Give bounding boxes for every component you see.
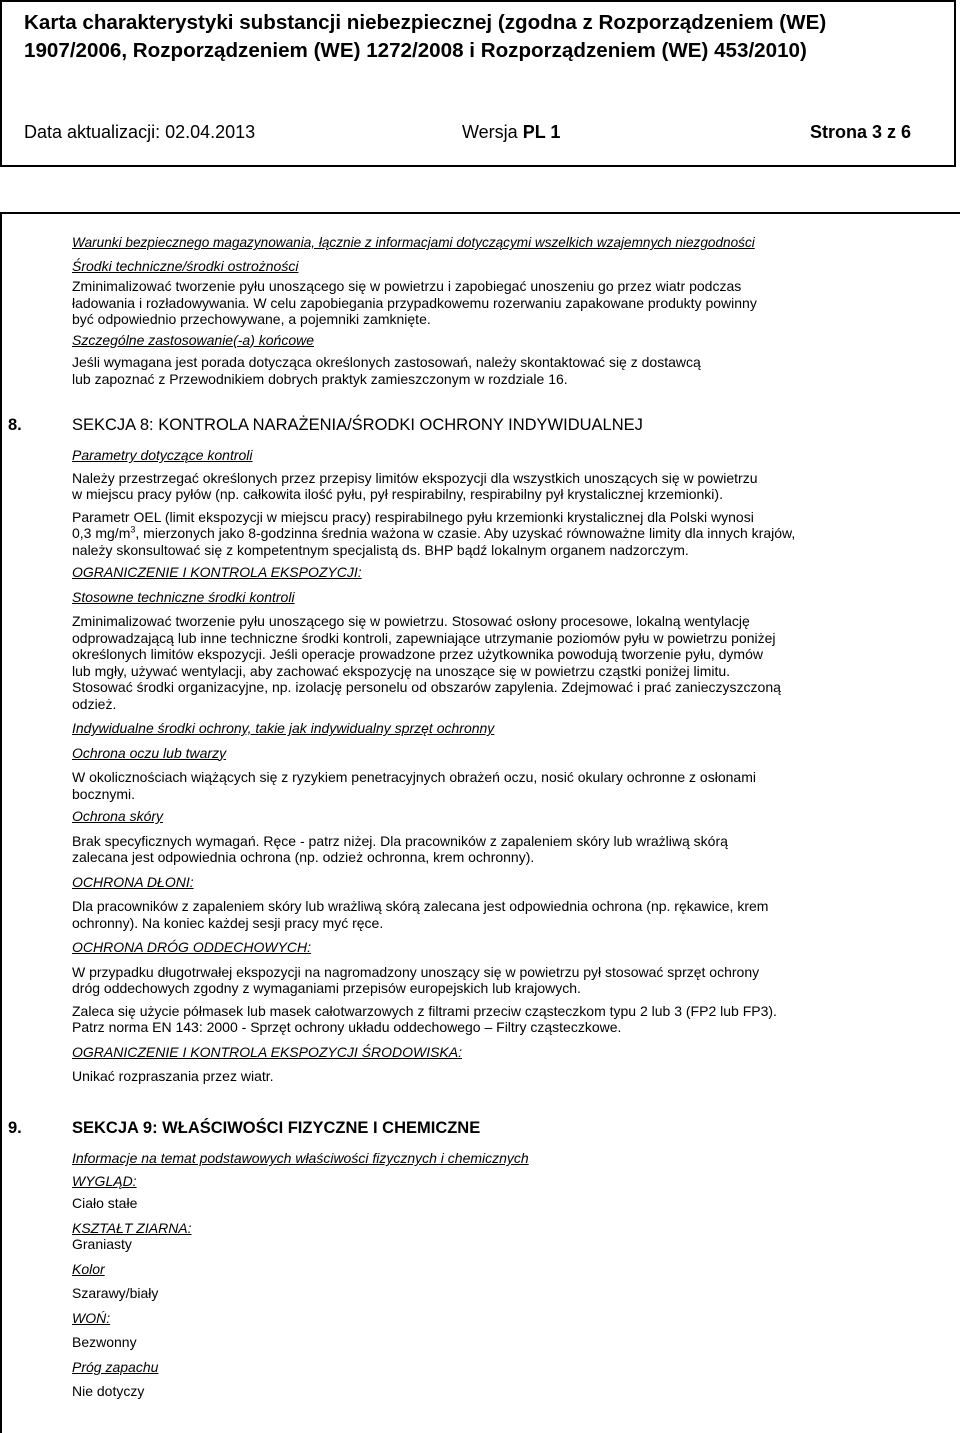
eye-heading: Ochrona oczu lub twarzy <box>72 744 227 761</box>
respiratory-line-3: Zaleca się użycie półmasek lub masek całotwarzowych z filtrami przeciw cząsteczkom typu 2 lub 3 (FP2 lub FP3). <box>72 1002 777 1019</box>
storage-text-line-3: być odpowiednio przechowywane, a pojemniki zamknięte. <box>72 311 431 327</box>
section-8-title: SEKCJA 8: KONTROLA NARAŻENIA/ŚRODKI OCHRONY INDYWIDUALNEJ <box>72 416 643 434</box>
version-label: Wersja <box>462 122 518 142</box>
engineering-line-5: Stosować środki organizacyjne, np. izolację personelu od obszarów zapylenia. Zdejmować i prać zanieczyszczoną <box>72 679 781 695</box>
params-heading: Parametry dotyczące kontroli <box>72 447 253 463</box>
hand-line-1: Dla pracowników z zapaleniem skóry lub wrażliwą skórą zalecana jest odpowiednia ochrona (np. rękawice, krem <box>72 898 769 914</box>
engineering-heading: Stosowne techniczne środki kontroli <box>72 588 295 605</box>
property-label-odor: WOŃ: <box>72 1309 111 1326</box>
section-8-number: 8. <box>8 416 22 434</box>
revision-date: Data aktualizacji: 02.04.2013 <box>24 122 256 142</box>
property-value-color: Szarawy/biały <box>72 1285 159 1301</box>
storage-heading: Warunki bezpiecznego magazynowania, łącznie z informacjami dotyczącymi wszelkich wzajemnych niezgodności <box>72 235 755 250</box>
version <box>462 122 560 143</box>
engineering-line-6: odzież. <box>72 695 117 712</box>
engineering-line-3: określonych limitów ekspozycji. Jeśli operacje prowadzone przez użytkownika powodują tworzenie pyłu, dymów <box>72 646 763 662</box>
title-line-2: 1907/2006, Rozporządzeniem (WE) 1272/2008 i Rozporządzeniem (WE) 453/2010) <box>24 39 807 62</box>
end-use-line-2: lub zapoznać z Przewodnikiem dobrych praktyk zamieszczonym w rozdziale 16. <box>72 370 568 387</box>
engineering-line-4: lub mgły, używać wentylacji, aby zachować ekspozycję na unoszące się w powietrzu cząstki poniżej limitu. <box>72 662 731 679</box>
eye-line-1: W okolicznościach wiążących się z ryzykiem penetracyjnych obrażeń oczu, nosić okulary ochronne z osłonami <box>72 769 756 785</box>
skin-line-2: zalecana jest odpowiednia ochrona (np. odzież ochronna, krem ochronny). <box>72 849 535 865</box>
oel-line-1: Parametr OEL (limit ekspozycji w miejscu pracy) respirabilnego pyłu krzemionki krystalicznej dla Polski wynosi <box>72 508 754 525</box>
storage-block <box>72 235 887 387</box>
document-title <box>24 9 954 65</box>
oel-line-2-rest: , mierzonych jako 8-godzinna średnia ważona w czasie. Aby uzyskać równoważne limity dla innych krajów, <box>135 525 796 541</box>
oel-line-2 <box>72 525 887 542</box>
section-8-content <box>72 447 887 1085</box>
storage-text-line-1: Zminimalizować tworzenie pyłu unoszącego się w powietrzu i zapobiegać unoszeniu go przez wiatr podczas <box>72 278 742 294</box>
property-value-odor: Bezwonny <box>72 1334 137 1350</box>
environment-line-1: Unikać rozpraszania przez wiatr. <box>72 1068 274 1084</box>
skin-line-1: Brak specyficznych wymagań. Ręce - patrz niżej. Dla pracowników z zapaleniem skóry lub wrażliwą skórą <box>72 832 728 849</box>
storage-text-line-2: ładowania i rozładowywania. W celu zapobiegania przypadkowemu rozerwaniu zapakowane produkty powinny <box>72 294 757 311</box>
environment-heading: OGRANICZENIE I KONTROLA EKSPOZYCJI ŚRODOWISKA: <box>72 1043 462 1060</box>
section-9-content <box>72 1150 887 1400</box>
eye-line-2: bocznymi. <box>72 785 136 802</box>
params-line-1: Należy przestrzegać określonych przez przepisy limitów ekspozycji dla wszystkich unoszących się w powietrzu <box>72 469 758 486</box>
oel-superscript: 3 <box>130 524 136 535</box>
version-value: PL 1 <box>522 122 561 142</box>
hand-heading: OCHRONA DŁONI: <box>72 873 194 890</box>
oel-value: 0,3 mg/m <box>72 525 131 541</box>
engineering-line-1: Zminimalizować tworzenie pyłu unoszącego się w powietrzu. Stosować osłony procesowe, lokalną wentylację <box>72 613 750 629</box>
respiratory-line-1: W przypadku długotrwałej ekspozycji na nagromadzony unoszący się w powietrzu pył stosować sprzęt ochrony <box>72 963 760 980</box>
property-value-odor-threshold: Nie dotyczy <box>72 1383 145 1399</box>
property-label-odor-threshold: Próg zapachu <box>72 1358 159 1375</box>
page-number: Strona 3 z 6 <box>810 122 912 142</box>
document-header <box>0 0 956 167</box>
property-label-appearance: WYGLĄD: <box>72 1172 137 1189</box>
property-label-grain-shape: KSZTAŁT ZIARNA: <box>72 1219 192 1236</box>
ppe-heading: Indywidualne środki ochrony, takie jak indywidualny sprzęt ochronny <box>72 720 495 736</box>
properties-heading: Informacje na temat podstawowych właściwości fizycznych i chemicznych <box>72 1150 529 1166</box>
storage-subheading: Środki techniczne/środki ostrożności <box>72 257 299 274</box>
exposure-heading: OGRANICZENIE I KONTROLA EKSPOZYCJI: <box>72 564 362 580</box>
section-9-number: 9. <box>8 1119 22 1137</box>
property-value-grain-shape: Graniasty <box>72 1236 132 1252</box>
property-value-appearance: Ciało stałe <box>72 1195 138 1211</box>
skin-heading: Ochrona skóry <box>72 808 164 824</box>
hand-line-2: ochronny). Na koniec każdej sesji pracy myć ręce. <box>72 914 384 931</box>
respiratory-line-2: dróg oddechowych zgodny z wymaganiami przepisów europejskich lub krajowych. <box>72 980 581 996</box>
property-label-color: Kolor <box>72 1260 105 1277</box>
section-9-title: SEKCJA 9: WŁAŚCIWOŚCI FIZYCZNE I CHEMICZNE <box>72 1119 481 1137</box>
oel-line-3: należy skonsultować się z kompetentnym specjalistą ds. BHP bądź lokalnym organem nadzorczym. <box>72 541 689 558</box>
end-use-line-1: Jeśli wymagana jest porada dotycząca określonych zastosowań, należy skontaktować się z dostawcą <box>72 354 701 370</box>
title-line-1: Karta charakterystyki substancji niebezpiecznej (zgodna z Rozporządzeniem (WE) <box>24 11 827 34</box>
engineering-line-2: odprowadzającą lub inne techniczne środki kontroli, zapewniające utrzymanie poziomów pyłu w powietrzu poniżej <box>72 629 776 646</box>
respiratory-line-4: Patrz norma EN 143: 2000 - Sprzęt ochrony układu oddechowego – Filtry cząsteczkowe. <box>72 1019 622 1035</box>
params-line-2: w miejscu pracy pyłów (np. całkowita ilość pyłu, pył respirabilny, respirabilny pył krystalicznej krzemionki). <box>72 486 723 502</box>
end-use-heading: Szczególne zastosowanie(-a) końcowe <box>72 331 315 348</box>
respiratory-heading: OCHRONA DRÓG ODDECHOWYCH: <box>72 939 312 955</box>
